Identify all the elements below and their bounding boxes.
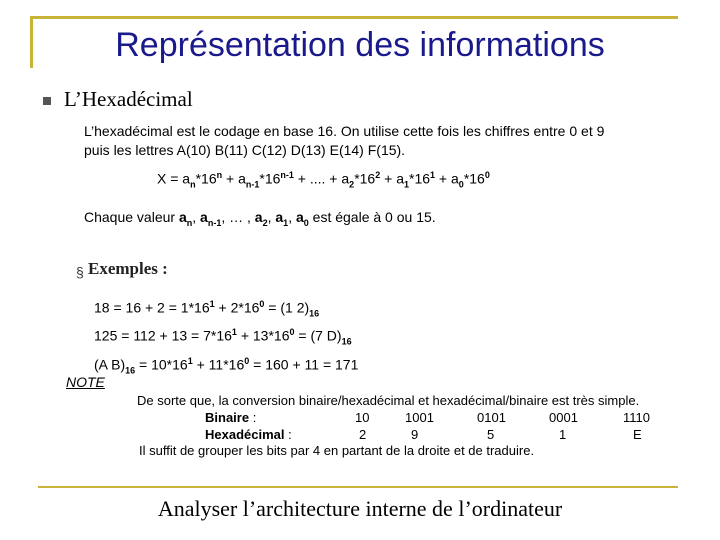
intro-line-1: L’hexadécimal est le codage en base 16. On utilise cette fois les chiffres entre 0 et 9 bbox=[84, 123, 605, 139]
table-cell: 1 bbox=[559, 427, 567, 442]
examples-bullet-icon: § bbox=[76, 264, 84, 280]
conversion-table bbox=[205, 409, 663, 443]
table-cell: 1110 bbox=[623, 410, 650, 425]
example-line-1: $18 = 16 + 2 = 1*16^1 + 2*16^0 = (1$ $2)_{16}$ bbox=[94, 299, 320, 319]
table-cell: E bbox=[633, 427, 642, 442]
note-tail: Il suffit de grouper les bits par 4 en partant de la droite et de traduire. bbox=[139, 443, 535, 458]
section-heading: L’Hexadécimal bbox=[64, 87, 193, 111]
table-cell: 5 bbox=[487, 427, 495, 442]
intro-paragraph bbox=[84, 122, 604, 160]
table-cell: 2 bbox=[359, 427, 367, 442]
hex-label: Hexadécimal bbox=[205, 427, 285, 442]
hex-formula: $X = a_n*16^n + a_{n-1}*16^{n-1}$ + .... + $a_2*16^2 + a_1*16^1 + a_0*16^0$ bbox=[157, 170, 490, 190]
example-line-2: $125 = 112 + 13 = 7*16^1 + 13*16^0 = (7$ $D)_{16}$ bbox=[94, 327, 352, 347]
examples-list bbox=[94, 295, 358, 380]
bullet-square-icon bbox=[43, 97, 51, 105]
slide-title: Représentation des informations bbox=[115, 26, 605, 64]
frame-top-border bbox=[30, 16, 678, 19]
intro-line-2: puis les lettres A(10) B(11) C(12) D(13) E(14) F(15). bbox=[84, 142, 406, 158]
table-cell: 0001 bbox=[549, 410, 578, 425]
values-sentence: Chaque valeur $a_n$, $a_{n-1}$, … , $a_2$, $a_1$, $a_0$ est égale à 0 ou 15. bbox=[84, 209, 436, 228]
table-cell: 10 bbox=[355, 410, 370, 425]
slide-footer: Analyser l’architecture interne de l’ordinateur bbox=[157, 496, 563, 521]
frame-bottom-border bbox=[38, 486, 678, 488]
binaire-label: Binaire bbox=[205, 410, 250, 425]
table-row: Binaire : 10 1001 0101 0001 1110 bbox=[205, 409, 663, 426]
table-cell: 1001 bbox=[405, 410, 434, 425]
table-cell: 9 bbox=[411, 427, 419, 442]
examples-title: Exemples : bbox=[88, 259, 168, 278]
table-cell: 0101 bbox=[477, 410, 506, 425]
table-row: Hexadécimal : 2 9 5 1 E bbox=[205, 426, 663, 443]
note-text: De sorte que, la conversion binaire/hexadécimal et hexadécimal/binaire est très simple. bbox=[137, 393, 640, 408]
note-label: NOTE bbox=[66, 374, 105, 390]
example-line-3: (A $B)_{16} = 10*16^1 + 11*16^0 = 160 + 11 = 171$ bbox=[94, 355, 359, 376]
